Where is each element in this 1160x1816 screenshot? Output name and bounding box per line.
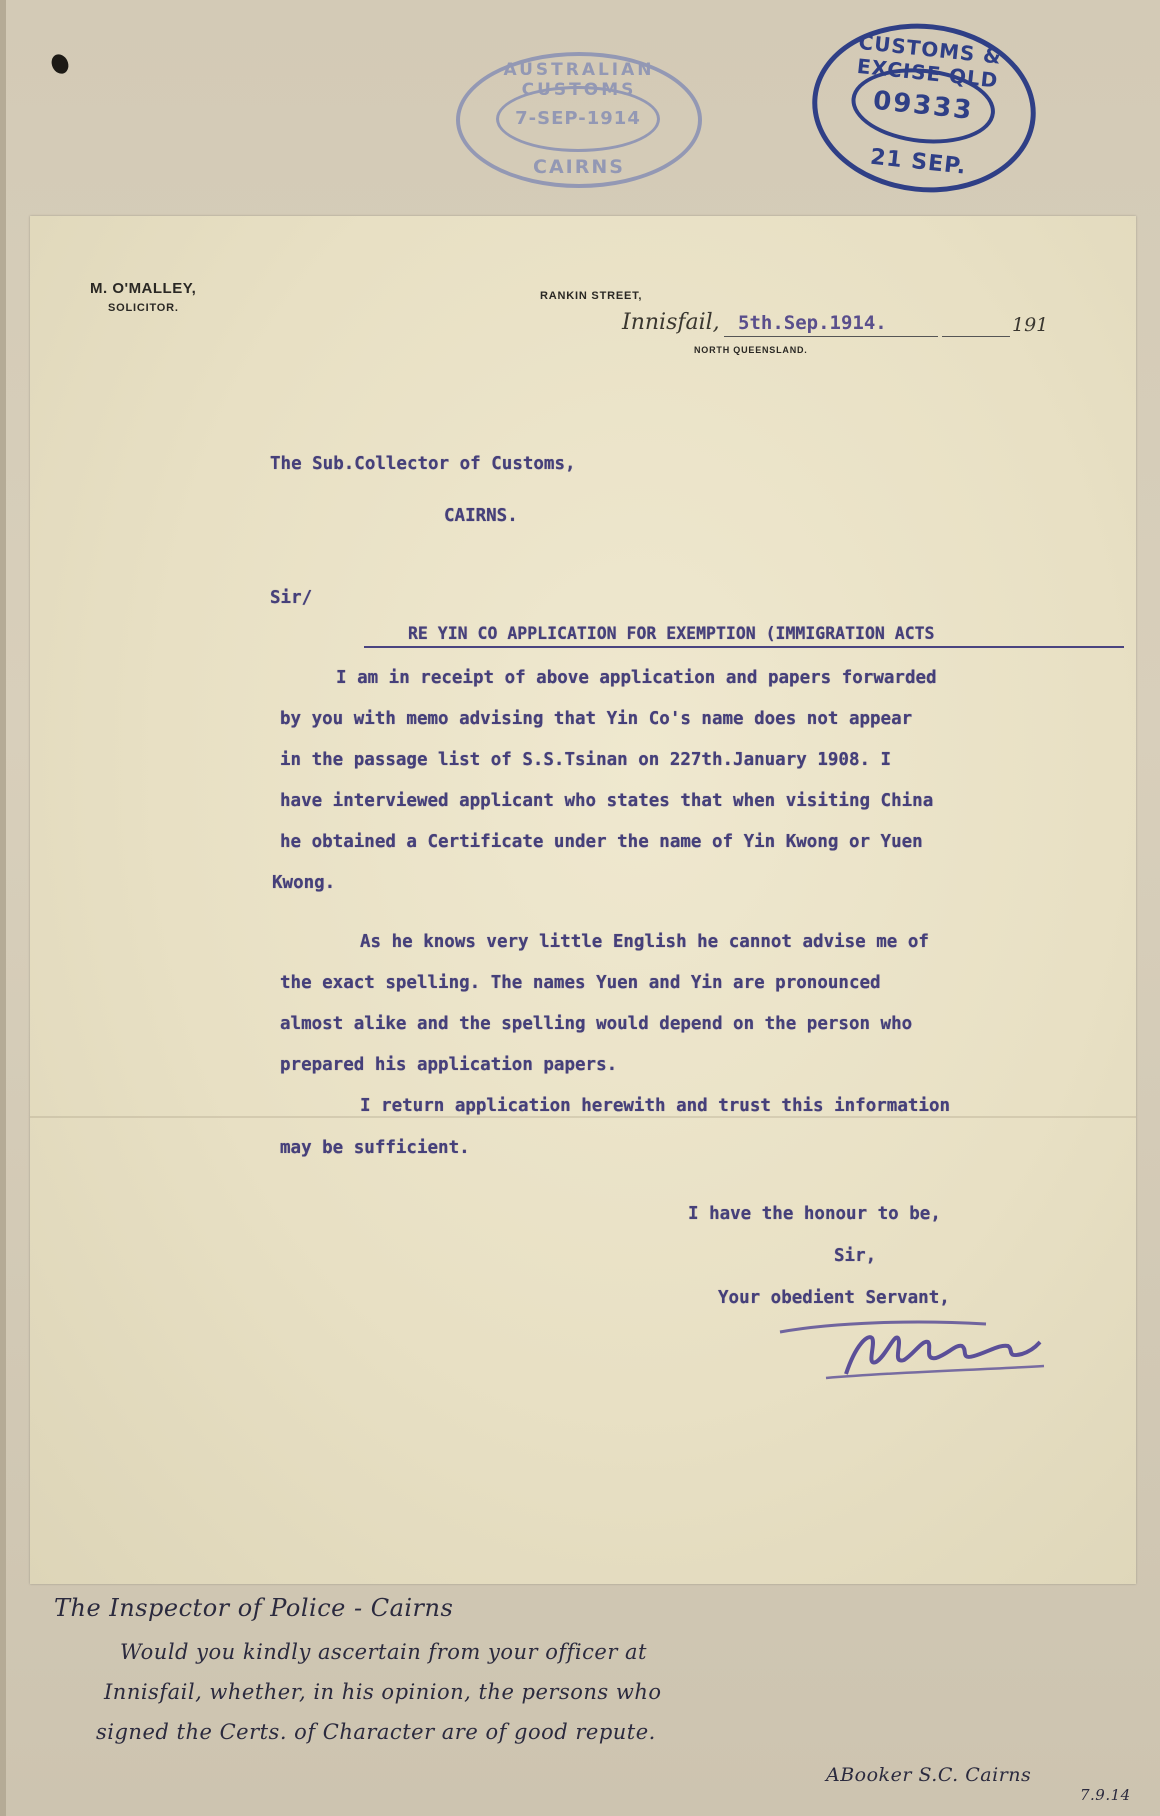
mount-edge xyxy=(0,0,6,1816)
letterhead-street: RANKIN STREET, xyxy=(540,290,643,302)
closing-line-1: I have the honour to be, xyxy=(688,1204,941,1224)
fold-line xyxy=(30,1116,1136,1118)
addressee-line-1: The Sub.Collector of Customs, xyxy=(270,454,576,474)
body-line: Kwong. xyxy=(272,873,336,893)
body-line: the exact spelling. The names Yuen and Yin are pronounced xyxy=(280,973,881,993)
received-stamp xyxy=(456,52,702,188)
body-line: As he knows very little English he cannot advise me of xyxy=(360,932,929,952)
addressee-line-2: CAIRNS. xyxy=(444,506,518,526)
body-line: almost alike and the spelling would depend on the person who xyxy=(280,1014,913,1034)
closing-line-2: Sir, xyxy=(834,1246,877,1266)
body-line: he obtained a Certificate under the name of Yin Kwong or Yuen xyxy=(280,832,923,852)
received-stamp-place: CAIRNS xyxy=(533,156,625,178)
year-rule xyxy=(942,336,1010,337)
letter-sheet xyxy=(30,216,1136,1584)
body-line: in the passage list of S.S.Tsinan on 227th.January 1908. I xyxy=(280,750,892,770)
body-line: have interviewed applicant who states that when visiting China xyxy=(280,791,934,811)
annotation-signer: ABooker S.C. Cairns xyxy=(826,1764,1032,1786)
year-prefix: 191 xyxy=(1012,314,1049,336)
body-line: I am in receipt of above application and papers forwarded xyxy=(336,668,937,688)
body-line: by you with memo advising that Yin Co's name does not appear xyxy=(280,709,913,729)
letterhead-town: Innisfail, xyxy=(622,310,720,335)
letterhead-region: NORTH QUEENSLAND. xyxy=(694,345,808,355)
annotation-line-3: Innisfail, whether, in his opinion, the persons who xyxy=(104,1680,662,1704)
date-rule xyxy=(724,336,938,337)
customs-stamp-date: 21 SEP. xyxy=(868,144,968,180)
received-stamp-date: 7-SEP-1914 xyxy=(496,86,660,152)
closing-line-3: Your obedient Servant, xyxy=(718,1288,950,1308)
subject-underline xyxy=(364,646,1124,648)
letterhead-name: M. O'MALLEY, xyxy=(90,280,197,297)
letterhead-title: SOLICITOR. xyxy=(108,302,179,314)
body-line: prepared his application papers. xyxy=(280,1055,618,1075)
annotation-line-1: The Inspector of Police - Cairns xyxy=(54,1594,454,1622)
customs-stamp-number: 09333 xyxy=(848,62,999,151)
customs-stamp-top-text: CUSTOMS & EXCISE QLD xyxy=(855,29,1003,93)
annotation-date: 7.9.14 xyxy=(1080,1786,1131,1804)
letter-date: 5th.Sep.1914. xyxy=(738,312,887,334)
signature xyxy=(776,1314,1076,1384)
salutation: Sir/ xyxy=(270,588,313,608)
annotation-line-2: Would you kindly ascertain from your officer at xyxy=(120,1640,647,1664)
body-line: may be sufficient. xyxy=(280,1138,470,1158)
received-stamp-top-text: AUSTRALIAN CUSTOMS xyxy=(503,60,655,100)
body-line: I return application herewith and trust this information xyxy=(360,1096,951,1116)
annotation-line-4: signed the Certs. of Character are of good repute. xyxy=(96,1720,656,1744)
subject-heading: RE YIN CO APPLICATION FOR EXEMPTION (IMMIGRATION ACTS xyxy=(408,624,935,643)
